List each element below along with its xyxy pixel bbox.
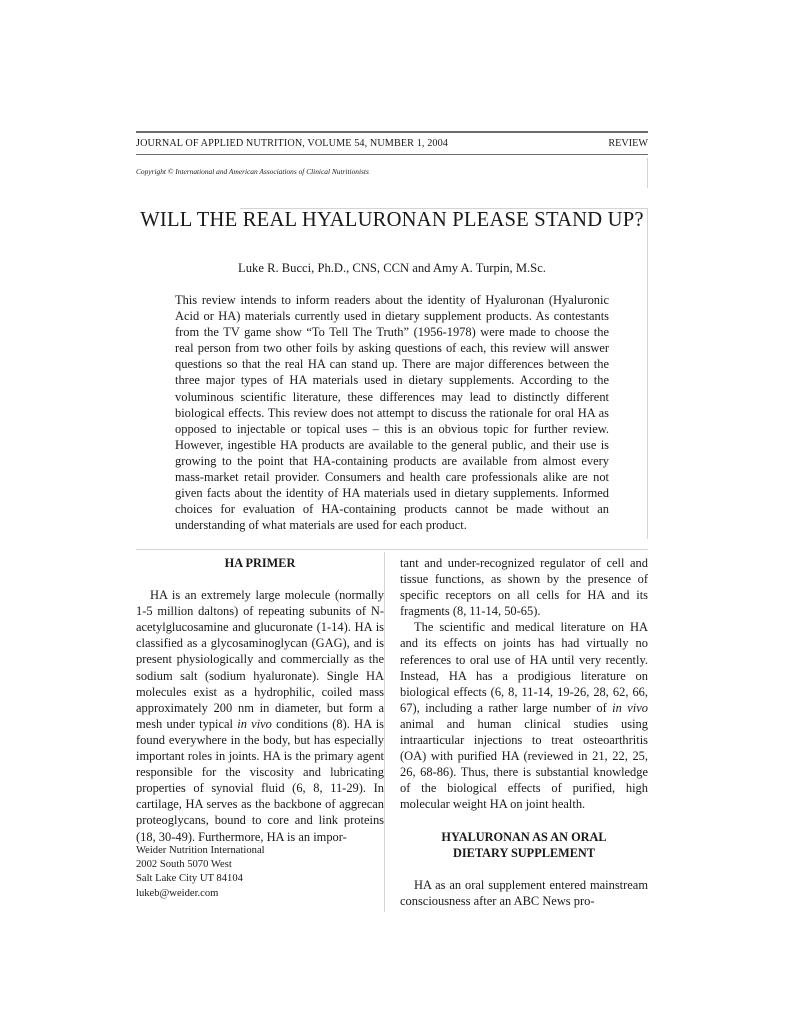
divider-columns-top [136,549,648,550]
right-column [400,555,648,909]
article-title: WILL THE REAL HYALURONAN PLEASE STAND UP? [140,209,644,231]
author-affiliation [136,844,265,901]
section-heading-ha-primer: HA PRIMER [224,556,296,570]
text-run: The scientific and medical literature on HA and its effects on joints has had virtually no references to oral use of HA until very recently. Instead, HA has a prodigious literature on biological effects (6, 8, 11-14, 19-26, 28, 62, 66, 67), including a rather large number of [400,620,648,715]
divider-vertical-abstract [647,209,648,539]
text-run: animal and human clinical studies using intraarticular injections to treat osteoarthritis (OA) with purified HA (reviewed in 21, 22, 25, 26, 68-86). Thus, there is substantial knowledge of the biological effects of purified, high molecular weight HA on joint health. [400,716,648,812]
divider-column-gutter [384,552,385,912]
text-run: conditions (8). HA is found everywhere in the body, but has especially important roles in joints. HA is the primary agent responsible for the viscosity and lubricating properties of synovial fluid (6, 8, 11-29). In cartilage, HA serves as the backbone of aggrecan proteoglycans, bound to core and link proteins (18, 30-49). Furthermore, HA is an impor- [136,716,384,844]
heading-line: DIETARY SUPPLEMENT [452,845,596,860]
copyright-notice: Copyright © International and American Associations of Clinical Nutritionists [136,167,369,176]
article-type-label: REVIEW [608,138,648,149]
italic-term: in vivo [612,700,648,715]
affiliation-email: lukeb@weider.com [136,887,219,899]
affiliation-street: 2002 South 5070 West [136,859,232,871]
body-paragraph: tant and under-recognized regulator of cell and tissue functions, as shown by the presence of specific receptors on all cells for HA and its fragments (8, 11-14, 50-65). [400,556,648,619]
section-heading-oral-supplement [400,829,648,861]
author-line: Luke R. Bucci, Ph.D., CNS, CCN and Amy A. Turpin, M.Sc. [238,261,546,275]
left-column [136,555,384,845]
body-paragraph [400,619,648,812]
body-paragraph: HA as an oral supplement entered mainstream consciousness after an ABC News pro- [400,877,648,908]
heading-line: HYALURONAN AS AN ORAL [441,829,607,844]
journal-citation: JOURNAL OF APPLIED NUTRITION, VOLUME 54, NUMBER 1, 2004 [136,138,448,149]
affiliation-organization: Weider Nutrition International [136,845,265,856]
italic-term: in vivo [237,716,272,731]
running-header [136,131,648,155]
body-paragraph [136,587,384,845]
divider-vertical-header [647,158,648,188]
affiliation-city: Salt Lake City UT 84104 [136,873,243,885]
text-run: HA is an extremely large molecule (normally 1-5 million daltons) of repeating subunits of N-acetylglucosamine and glucuronate (1-14). HA is classified as a glycosaminoglycan (GAG), and is present physiologically and commercially as the sodium salt (sodium hyaluronate). Single HA molecules exist as a hydrophilic, coiled mass approximately 200 nm in diameter, but form a mesh under typical [136,588,384,731]
abstract-text: This review intends to inform readers about the identity of Hyaluronan (Hyaluronic Acid or HA) materials currently used in dietary supplement products. As contestants from the TV game show “To Tell The Truth” (1956-1978) were made to choose the real person from two other foils by asking questions of each, this review will answer questions so that the real HA can stand up. There are major differences between the three major types of HA materials used in dietary supplements. According to the voluminous scientific literature, these differences may lead to distinctly different biological effects. This review does not attempt to discuss the rationale for oral HA as opposed to injectable or topical uses – this is an obvious topic for further review. However, ingestible HA products are available to the general public, and their use is growing to the point that HA-containing products are available from almost every mass-market retail provider. Consumers and health care professionals alike are not given facts about the identity of HA materials used in dietary supplements. Informed choices for evaluation of HA-containing products cannot be made without an understanding of what materials are used for each product. [175,293,609,533]
